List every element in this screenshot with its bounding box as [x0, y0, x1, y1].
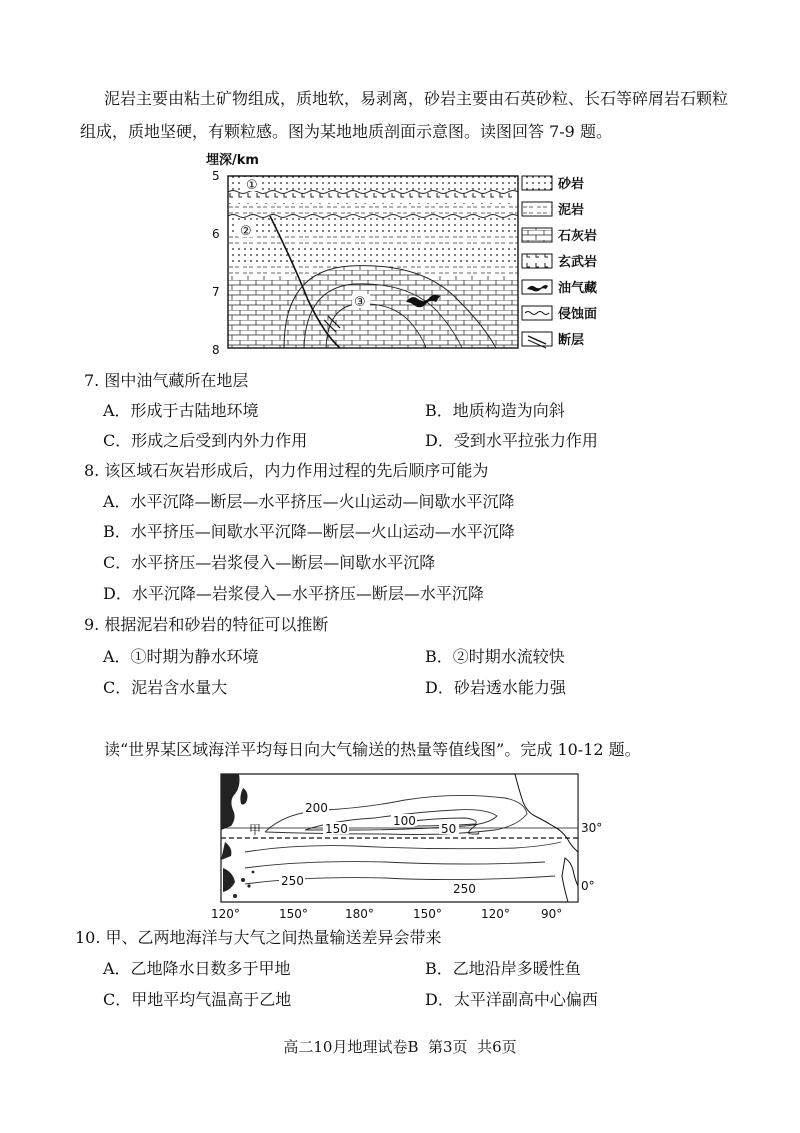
contour-label-50: 50	[441, 822, 457, 836]
question-7-option-b: B．地质构造为向斜	[425, 401, 565, 420]
lon-label-120w: 120°	[481, 907, 510, 921]
question-10-stem: 10. 甲、乙两地海洋与大气之间热量输送差异会带来	[75, 928, 442, 947]
place-label-yi: 乙	[467, 823, 481, 838]
depth-tick-7: 7	[212, 285, 220, 299]
section-layers	[228, 176, 518, 348]
question-10-option-b: B．乙地沿岸多暖性鱼	[425, 959, 581, 978]
question-8-stem: 8. 该区域石灰岩形成后，内力作用过程的先后顺序可能为	[84, 461, 489, 480]
contour-label-250-east: 250	[453, 882, 476, 896]
question-9-stem: 9. 根据泥岩和砂岩的特征可以推断	[84, 615, 329, 634]
lon-label-90w: 90°	[541, 907, 563, 921]
geologic-section-figure	[200, 150, 620, 360]
legend-limestone: 石灰岩	[558, 229, 598, 244]
lon-label-150e: 150°	[279, 907, 308, 921]
lat-label-0: 0°	[581, 879, 595, 893]
question-10-option-a: A．乙地降水日数多于甲地	[103, 959, 291, 978]
question-9-option-c: C．泥岩含水量大	[103, 678, 228, 697]
section-legend	[522, 176, 597, 348]
depth-tick-5: 5	[212, 169, 220, 183]
lon-label-180: 180°	[345, 907, 374, 921]
question-9-option-b: B．②时期水流较快	[425, 647, 565, 666]
question-8-option-d: D．水平沉降—岩浆侵入—水平挤压—断层—水平沉降	[103, 584, 484, 603]
stratum-label-3: ③	[354, 295, 366, 310]
question-8-option-c: C．水平挤压—岩浆侵入—断层—间歇水平沉降	[103, 553, 436, 572]
question-8-option-b: B．水平挤压—间歇水平沉降—断层—火山运动—水平沉降	[103, 522, 515, 541]
lon-label-150w: 150°	[413, 907, 442, 921]
question-10-option-c: C．甲地平均气温高于乙地	[103, 990, 292, 1009]
stratum-label-2: ②	[240, 224, 252, 239]
legend-erosion-surface: 侵蚀面	[558, 307, 598, 322]
page-footer: 高二10月地理试卷B 第3页 共6页	[283, 1038, 517, 1056]
question-7-option-c: C．形成之后受到内外力作用	[103, 431, 308, 450]
question-7-option-d: D．受到水平拉张力作用	[425, 431, 598, 450]
depth-tick-8: 8	[212, 343, 220, 357]
contour-label-200: 200	[305, 801, 328, 815]
legend-mudstone: 泥岩	[558, 203, 585, 218]
stratum-label-1: ①	[246, 178, 258, 193]
lat-label-30: 30°	[581, 821, 603, 835]
intro-line-1: 泥岩主要由粘土矿物组成，质地软，易剥离，砂岩主要由石英砂粒、长石等碎屑岩石颗粒	[104, 89, 729, 108]
contour-label-250-west: 250	[281, 874, 304, 888]
contour-label-100: 100	[393, 814, 416, 828]
contour-label-150: 150	[325, 822, 348, 836]
legend-oil-gas: 油气藏	[558, 281, 598, 296]
question-7-stem: 7. 图中油气藏所在地层	[84, 371, 249, 390]
depth-tick-6: 6	[212, 227, 220, 241]
question-7-option-a: A．形成于古陆地环境	[103, 401, 259, 420]
legend-sandstone: 砂岩	[558, 177, 585, 192]
question-9-option-d: D．砂岩透水能力强	[425, 678, 566, 697]
place-label-jia: 甲	[249, 823, 262, 837]
question-10-option-d: D．太平洋副高中心偏西	[425, 990, 598, 1009]
question-8-option-a: A．水平沉降—断层—水平挤压—火山运动—间歇水平沉降	[103, 492, 515, 511]
intro-line-2: 组成，质地坚硬，有颗粒感。图为某地地质剖面示意图。读图回答 7-9 题。	[80, 122, 612, 141]
intro-2: 读“世界某区域海洋平均每日向大气输送的热量等值线图”。完成 10-12 题。	[104, 740, 641, 759]
legend-fault: 断层	[558, 333, 585, 348]
lon-label-120e: 120°	[211, 907, 240, 921]
depth-axis-label: 埋深/km	[206, 153, 259, 168]
heat-flux-map-figure	[205, 772, 615, 922]
legend-basalt: 玄武岩	[558, 255, 598, 270]
question-9-option-a: A．①时期为静水环境	[103, 647, 259, 666]
